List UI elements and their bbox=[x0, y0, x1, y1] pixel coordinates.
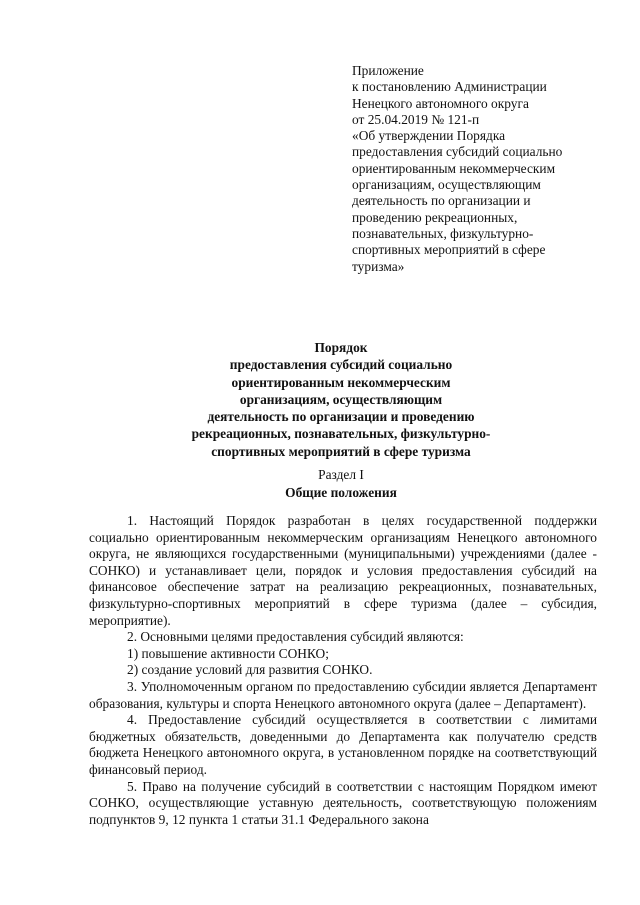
paragraph: 4. Предоставление субсидий осуществляется в соответствии с лимитами бюджетных обязательств, доведенными до Департамента как получателю средств бюджета Ненецкого автономного округа, в установленном порядке на соответствующий финансовый период. bbox=[89, 712, 597, 777]
section-heading: Общие положения bbox=[285, 484, 397, 500]
appendix-line: «Об утверждении Порядка bbox=[352, 128, 506, 144]
appendix-line: от 25.04.2019 № 121-п bbox=[352, 111, 480, 127]
section-number: Раздел I bbox=[318, 467, 364, 482]
appendix-line: проведению рекреационных, bbox=[352, 209, 518, 225]
paragraph: 2. Основными целями предоставления субсидий являются: bbox=[127, 629, 464, 645]
appendix-line: Ненецкого автономного округа bbox=[352, 95, 529, 111]
paragraph: 1) повышение активности СОНКО; bbox=[127, 645, 329, 661]
title-line: Порядок bbox=[314, 340, 368, 355]
document-title bbox=[150, 339, 532, 460]
body-text bbox=[89, 513, 597, 828]
appendix-line: спортивных мероприятий в сфере bbox=[352, 242, 546, 258]
title-line: предоставления субсидий социально bbox=[229, 357, 453, 373]
appendix-line: предоставления субсидий социально bbox=[352, 144, 563, 160]
paragraph: 2) создание условий для развития СОНКО. bbox=[127, 662, 373, 678]
appendix-block bbox=[352, 63, 602, 275]
appendix-line: туризма» bbox=[352, 258, 405, 274]
appendix-line: ориентированным некоммерческим bbox=[352, 160, 556, 176]
paragraph: 1. Настоящий Порядок разработан в целях государственной поддержки социально ориентированным некоммерческим организациям Ненецкого автономного округа, не являющихся государственными (муниципальными) учреждениями (далее - СОНКО) и устанавливает цели, порядок и условия предоставления субсидий на финансовое обеспечение затрат на реализацию рекреационных, познавательных, физкультурно-спортивных мероприятий в сфере туризма (далее – субсидия, мероприятие). bbox=[89, 513, 597, 628]
title-line: деятельность по организации и проведению bbox=[207, 409, 475, 425]
paragraph: 5. Право на получение субсидий в соответствии с настоящим Порядком имеют СОНКО, осуществляющие уставную деятельность, соответствующую положениям подпунктов 9, 12 пункта 1 статьи 31.1 Федерального закона bbox=[89, 778, 597, 827]
appendix-line: деятельность по организации и bbox=[352, 193, 531, 209]
appendix-line: Приложение bbox=[352, 63, 424, 78]
appendix-line: познавательных, физкультурно- bbox=[352, 225, 534, 241]
section-header bbox=[150, 466, 532, 501]
title-line: спортивных мероприятий в сфере туризма bbox=[211, 443, 471, 459]
paragraph: 3. Уполномоченным органом по предоставлению субсидии является Департамент образования, культуры и спорта Ненецкого автономного округа (далее – Департамент). bbox=[89, 678, 597, 711]
appendix-line: к постановлению Администрации bbox=[352, 79, 547, 95]
title-line: рекреационных, познавательных, физкультурно- bbox=[191, 426, 491, 442]
title-line: ориентированным некоммерческим bbox=[231, 374, 451, 390]
appendix-line: организациям, осуществляющим bbox=[352, 177, 541, 193]
title-line: организациям, осуществляющим bbox=[239, 391, 443, 407]
